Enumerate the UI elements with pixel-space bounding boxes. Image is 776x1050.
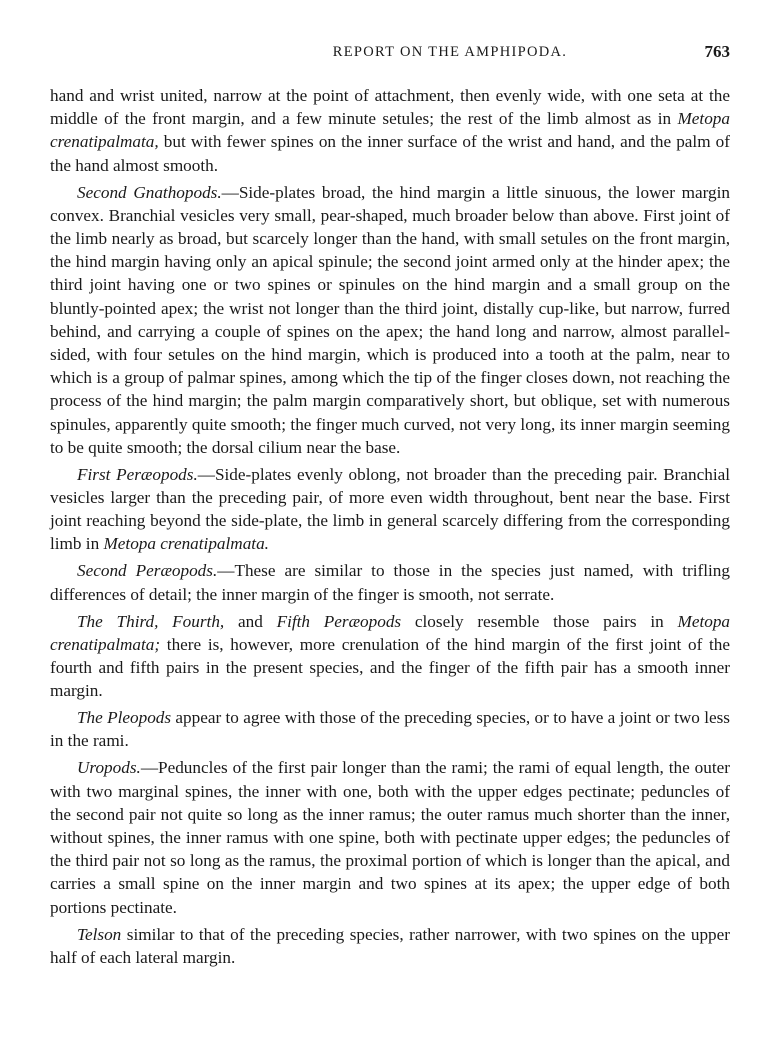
section-heading: Second Peræopods. — [77, 561, 218, 581]
paragraph-text: closely resemble those pairs in — [401, 611, 678, 631]
section-heading: Telson — [77, 924, 122, 944]
body-text — [50, 84, 730, 969]
paragraph-text: —Side-plates evenly oblong, not broader than the preceding pair. Branchial vesicles larger than the preceding pair, of more even width throughout, bent near the base. First joint reaching beyond the side-plate, the limb in general scarcely differing from the corresponding limb in — [50, 464, 731, 554]
section-heading: Second Gnathopods. — [77, 182, 222, 202]
paragraph-telson — [50, 923, 730, 969]
paragraph-text: —Side-plates broad, the hind margin a little sinuous, the lower margin convex. Branchial vesicles very small, pear-shaped, much broader below than above. First joint of the limb nearly as broad, but scarcely longer than the hand, with small setules on the front margin, the hind margin having only an apical spinule; the second joint armed only at the hinder apex; the third joint having one or two spines or spinules on the hind margin and a small group on the bluntly-pointed apex; the wrist not longer than the third joint, distally cup-like, but narrow, furred behind, and carrying a couple of spines on the apex; the hand long and narrow, almost parallel-sided, with four setules on the hind margin, which is produced into a tooth at the palm, near to which is a group of palmar spines, among which the tip of the finger closes down, not reaching the process of the hind margin; the palm margin comparatively short, but oblique, set with numerous spinules, apparently quite smooth; the finger much curved, not very long, its inner margin seeming to be quite smooth; the dorsal cilium near the base. — [50, 182, 730, 457]
section-heading: Fifth Peræopods — [276, 611, 402, 631]
paragraph-text: there is, however, more crenulation of the hind margin of the first joint of the fourth and fifth pairs in the present species, and the finger of the fifth pair has a smooth inner margin. — [50, 634, 730, 701]
paragraph-third-fourth-fifth-peraeopods — [50, 610, 730, 703]
section-heading: Uropods. — [77, 758, 141, 778]
species-name: Metopa crenatipalmata, — [50, 109, 730, 152]
paragraph-text: and — [224, 611, 277, 631]
page-number: 763 — [704, 42, 730, 61]
page-header — [50, 44, 730, 66]
species-name: Metopa crenatipalmata. — [103, 534, 269, 554]
paragraph-text: —These are similar to those in the species just named, with trifling differences of detail; the inner margin of the finger is smooth, not serrate. — [50, 561, 730, 604]
paragraph-first-gnathopods-continued — [50, 84, 730, 177]
section-heading: First Peræopods. — [77, 464, 198, 484]
section-heading: The Third, Fourth, — [77, 611, 225, 631]
paragraph-text: appear to agree with those of the preceding species, or to have a joint or two less in the rami. — [50, 708, 730, 751]
paragraph-text: —Peduncles of the first pair longer than the rami; the rami of equal length, the outer with two marginal spines, the inner with one, both with the upper edges pectinate; peduncles of the second pair not quite so long as the inner ramus; the outer ramus much shorter than the inner, without spines, the inner ramus with one spine, both with pectinate upper edges; the peduncles of the third pair not so long as the ramus, the proximal portion of which is longer than the apical, and carries a small spine on the inner margin and two spines at its apex; the upper edge of both portions pectinate. — [50, 758, 730, 917]
paragraph-text: but with fewer spines on the inner surface of the wrist and hand, and the palm of the hand almost smooth. — [50, 132, 730, 175]
paragraph-second-gnathopods — [50, 181, 730, 459]
paragraph-second-peraeopods — [50, 559, 730, 605]
paragraph-text: similar to that of the preceding species, rather narrower, with two spines on the upper half of each lateral margin. — [50, 924, 730, 967]
paragraph-text: hand and wrist united, narrow at the point of attachment, then evenly wide, with one seta at the middle of the front margin, and a few minute setules; the rest of the limb almost as in — [50, 86, 730, 129]
paragraph-pleopods — [50, 706, 730, 752]
species-name: Metopa crenatipalmata; — [50, 611, 731, 654]
section-heading: The Pleopods — [77, 708, 172, 728]
running-title: REPORT ON THE AMPHIPODA. — [332, 44, 568, 60]
paragraph-uropods — [50, 756, 730, 918]
paragraph-first-peraeopods — [50, 463, 730, 556]
